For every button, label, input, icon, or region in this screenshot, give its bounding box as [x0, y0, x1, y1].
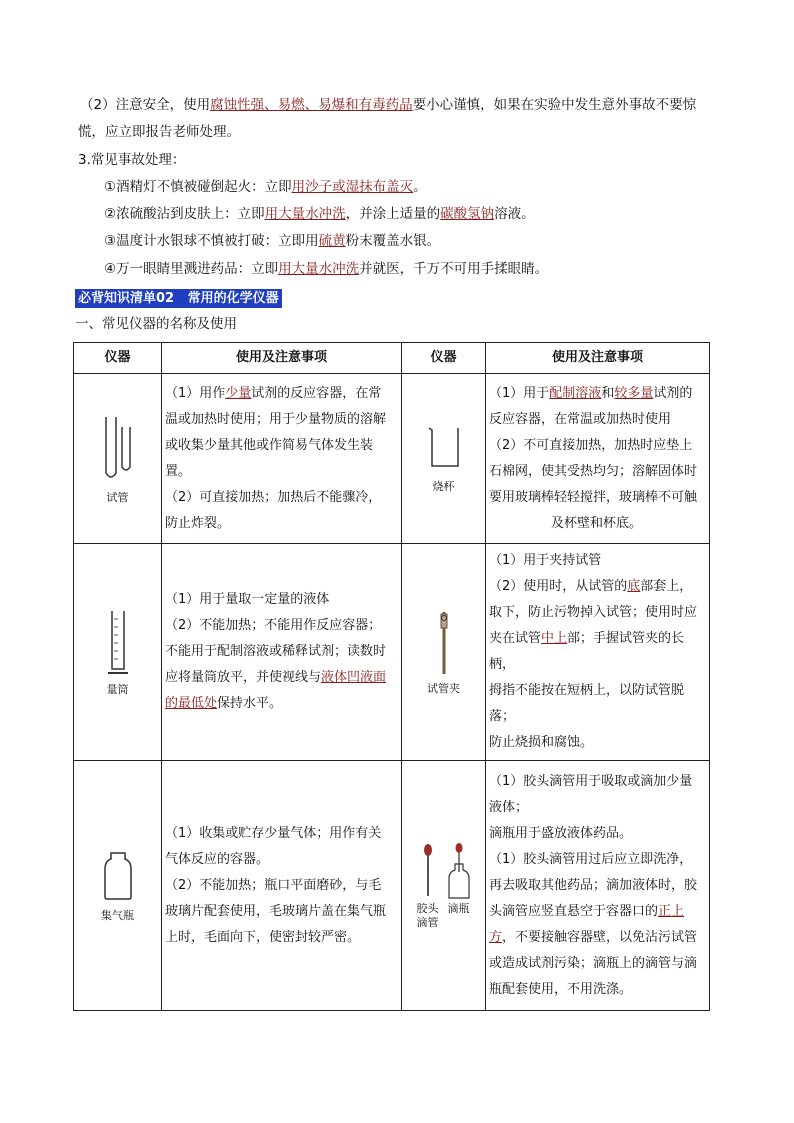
- text: （2）不可直接加热，加热时应垫上: [489, 437, 693, 453]
- text: ③温度计水银球不慎被打破：立即用: [104, 233, 319, 249]
- text: 试剂的: [653, 385, 693, 401]
- instrument-cell: [402, 544, 486, 761]
- usage-cell: [162, 544, 402, 761]
- text: 头滴管应竖直悬空于容器口的: [489, 903, 659, 919]
- underlined-text: 碳酸氢钠: [440, 206, 495, 222]
- text: （2）注意安全，使用: [80, 97, 211, 113]
- usage-cell: [162, 761, 402, 1011]
- underlined-text: 少量: [225, 385, 252, 401]
- text: （2）使用时，从试管的: [489, 579, 628, 594]
- accident-item-2: [104, 204, 535, 224]
- text: 不能用于配制溶液或稀释试剂；读数时: [165, 644, 387, 659]
- accident-item-4: [104, 259, 548, 279]
- graduated-cylinder-icon: [98, 607, 138, 679]
- underlined-text: 正上: [658, 903, 685, 919]
- text: 玻璃片配套使用，毛玻璃片盖在集气瓶: [165, 903, 387, 919]
- text: （1）胶头滴管用过后应立即洗净，: [489, 851, 693, 867]
- instrument-cell: [74, 374, 162, 544]
- section-tag: 必背知识清单02 常用的化学仪器: [75, 289, 282, 308]
- accident-item-1: [104, 177, 427, 197]
- text: ，并涂上适量的: [345, 206, 441, 222]
- dropper-icon: [418, 842, 438, 902]
- text: 瓶配套使用，不用洗涤。: [489, 981, 633, 997]
- text: （1）用作: [165, 385, 226, 401]
- text: 及杯壁和杯底。: [551, 515, 643, 531]
- text: 防止炸裂。: [165, 515, 231, 531]
- text: 应将量筒放平，并使视线与: [165, 670, 322, 685]
- beaker-icon: [424, 424, 464, 470]
- text: ②浓硫酸沾到皮肤上：立即: [104, 206, 265, 222]
- text: 粉末覆盖水银。: [345, 233, 441, 249]
- text: 再去吸取其他药品；滴加液体时，胶: [489, 877, 698, 893]
- intro-line-2: 慌，应立即报告老师处理。: [78, 124, 240, 140]
- header-usage: 使用及注意事项: [162, 343, 402, 374]
- usage-cell: [162, 374, 402, 544]
- text: 部套上，: [640, 579, 693, 594]
- gas-collecting-bottle-icon: [98, 849, 138, 903]
- text: 上时，毛面向下，使密封较严密。: [165, 929, 361, 945]
- text: 要小心谨慎，如果在实验中发生意外事故不要惊: [412, 97, 697, 113]
- underlined-text: 硫黄: [318, 233, 346, 249]
- text: ①酒精灯不慎被碰倒起火：立即: [104, 179, 292, 195]
- text: ④万一眼睛里溅进药品：立即: [104, 261, 279, 277]
- text: 和: [601, 385, 615, 401]
- underlined-text: 较多量: [614, 385, 654, 401]
- table-header-row: [74, 343, 710, 374]
- text: 部；手握试管夹的长柄，: [489, 631, 685, 672]
- text: （2）可直接加热；加热后不能骤冷，: [165, 489, 382, 505]
- text: 取下，防止污物掉入试管；使用时应: [489, 605, 698, 620]
- text: 或收集少量其他或作简易气体发生装: [165, 437, 374, 453]
- text: （1）用于量取一定量的液体: [165, 592, 330, 607]
- section-heading: 一、常见仪器的名称及使用: [75, 316, 237, 332]
- usage-cell: [486, 374, 710, 544]
- underlined-text: 液体凹液面: [321, 670, 387, 685]
- instrument-cell: [402, 761, 486, 1011]
- text: 置。: [165, 463, 192, 479]
- text: （1）用于: [489, 385, 550, 401]
- instrument-table: [73, 342, 710, 1011]
- text: ，不要接触容器壁，以免沾污试管: [502, 929, 698, 945]
- text: （1）收集或贮存少量气体；用作有关: [165, 825, 382, 841]
- underlined-text: 底: [627, 579, 641, 594]
- text: （2）不能加热；不能用作反应容器；: [165, 618, 382, 633]
- underlined-text: 用大量水冲洗: [264, 206, 346, 222]
- underlined-text: 中上: [541, 631, 568, 646]
- test-tube-icon: [98, 413, 138, 483]
- table-row: [74, 374, 710, 544]
- instrument-name: 烧杯: [432, 479, 455, 493]
- text: 试剂的反应容器，在常: [251, 385, 382, 401]
- text: 气体反应的容器。: [165, 851, 270, 867]
- underlined-text: 用沙子或湿抹布盖灭: [291, 179, 414, 195]
- text: 夹在试管: [489, 631, 542, 646]
- instrument-name: 试管: [106, 490, 129, 504]
- text: 反应容器，在常温或加热时使用: [489, 411, 672, 427]
- header-instrument: 仪器: [74, 343, 162, 374]
- text: （1）胶头滴管用于吸取或滴加少量: [489, 773, 693, 789]
- text: 石棉网，使其受热均匀；溶解固体时: [489, 463, 698, 479]
- dropping-bottle-icon: [447, 842, 471, 902]
- usage-cell: [486, 761, 710, 1011]
- instrument-name: 胶头: [416, 901, 439, 915]
- underlined-text: 的最低处: [165, 696, 218, 711]
- text: 或造成试剂污染；滴瓶上的滴管与滴: [489, 955, 698, 971]
- text: 液体；: [489, 799, 529, 815]
- accident-item-3: [104, 231, 440, 251]
- text: 溶液。: [494, 206, 535, 222]
- text: 防止烧损和腐蚀。: [489, 735, 594, 750]
- text: （2）不能加热；瓶口平面磨砂，与毛: [165, 877, 382, 893]
- instrument-cell: [74, 761, 162, 1011]
- underlined-text: 方: [489, 929, 503, 945]
- text: 温或加热时使用；用于少量物质的溶解: [165, 411, 387, 427]
- underlined-text: 腐蚀性强、易燃、易爆和有毒药品: [210, 97, 413, 113]
- instrument-name: 试管夹: [427, 682, 460, 695]
- header-usage: 使用及注意事项: [486, 343, 710, 374]
- instrument-name: 滴瓶: [447, 901, 470, 915]
- instrument-cell: [402, 374, 486, 544]
- table-row: [74, 761, 710, 1011]
- text: 。: [413, 179, 427, 195]
- text: 要用玻璃棒轻轻搅拌，玻璃棒不可触: [489, 489, 698, 505]
- text: 并就医，千万不可用手揉眼睛。: [359, 261, 549, 277]
- accident-heading: 3.常见事故处理：: [78, 152, 186, 168]
- instrument-name: 滴管: [416, 915, 439, 929]
- header-instrument: 仪器: [402, 343, 486, 374]
- underlined-text: 配制溶液: [549, 385, 602, 401]
- text: （1）用于夹持试管: [489, 553, 602, 568]
- text: 滴瓶用于盛放液体药品。: [489, 825, 633, 841]
- instrument-name: 集气瓶: [101, 908, 134, 922]
- intro-line-1: [80, 95, 696, 115]
- instrument-name: 量筒: [106, 683, 129, 696]
- underlined-text: 用大量水冲洗: [278, 261, 360, 277]
- text: 拇指不能按在短柄上，以防试管脱落；: [489, 683, 685, 724]
- test-tube-holder-icon: [429, 608, 459, 678]
- text: 保持水平。: [217, 696, 283, 711]
- usage-cell: [486, 544, 710, 761]
- instrument-cell: [74, 544, 162, 761]
- table-row: [74, 544, 710, 761]
